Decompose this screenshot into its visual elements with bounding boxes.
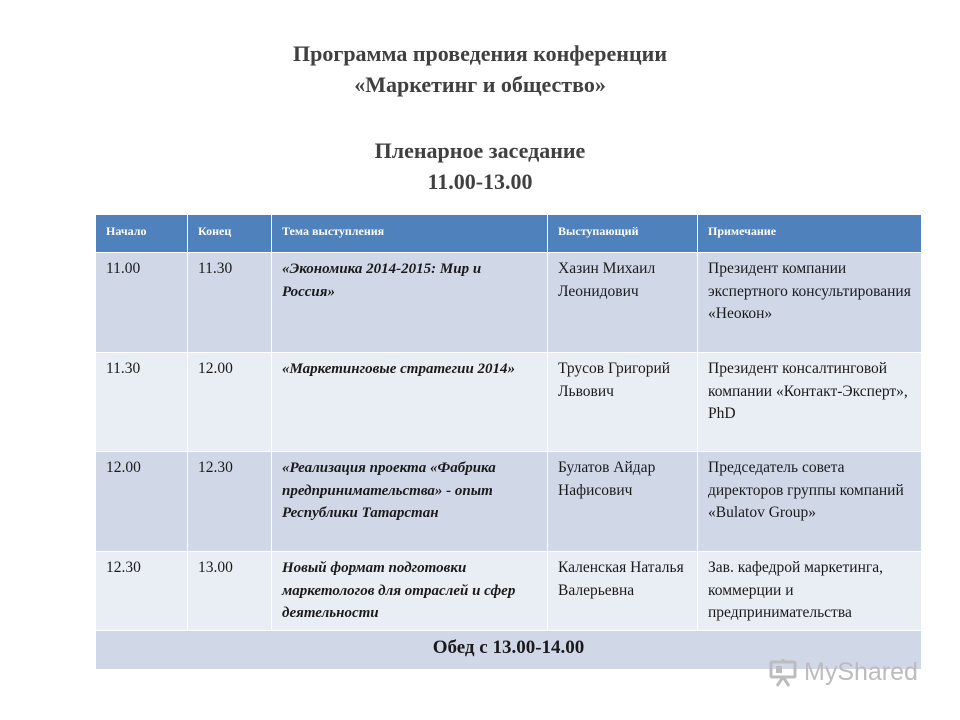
- cell-speaker: Хазин Михаил Леонидович: [548, 253, 698, 353]
- cell-speaker: Булатов Айдар Нафисович: [548, 452, 698, 552]
- cell-note: Председатель совета директоров группы компаний «Bulatov Group»: [698, 452, 922, 552]
- table-row: [96, 452, 922, 552]
- session-heading: [0, 135, 960, 197]
- cell-start: 12.30: [96, 552, 188, 631]
- cell-note: Президент компании экспертного консультирования «Неокон»: [698, 253, 922, 353]
- column-header-topic: Тема выступления: [272, 215, 548, 253]
- cell-speaker: Трусов Григорий Львович: [548, 353, 698, 452]
- cell-end: 12.00: [188, 353, 272, 452]
- cell-topic: «Экономика 2014-2015: Мир и Россия»: [272, 253, 548, 353]
- watermark-text: MyShared: [804, 658, 918, 686]
- cell-note: Президент консалтинговой компании «Контакт-Эксперт», PhD: [698, 353, 922, 452]
- table-row: [96, 552, 922, 631]
- page-title: [0, 38, 960, 100]
- session-time: 11.00-13.00: [427, 169, 533, 194]
- lunch-break: Обед с 13.00-14.00: [96, 630, 922, 669]
- cell-end: 13.00: [188, 552, 272, 631]
- cell-start: 11.00: [96, 253, 188, 353]
- table-row: [96, 253, 922, 353]
- watermark: [768, 658, 918, 687]
- session-name: Пленарное заседание: [374, 138, 586, 163]
- cell-topic: Новый формат подготовки маркетологов для отраслей и сфер деятельности: [272, 552, 548, 631]
- cell-end: 12.30: [188, 452, 272, 552]
- page-title-line2: «Маркетинг и общество»: [354, 72, 606, 97]
- column-header-speaker: Выступающий: [548, 215, 698, 253]
- cell-start: 11.30: [96, 353, 188, 452]
- presentation-board-icon: [768, 659, 798, 687]
- cell-start: 12.00: [96, 452, 188, 552]
- column-header-note: Примечание: [698, 215, 922, 253]
- program-table: [95, 214, 922, 670]
- table-row: [96, 353, 922, 452]
- cell-topic: «Маркетинговые стратегии 2014»: [272, 353, 548, 452]
- column-header-end: Конец: [188, 215, 272, 253]
- cell-end: 11.30: [188, 253, 272, 353]
- cell-note: Зав. кафедрой маркетинга, коммерции и предпринимательства: [698, 552, 922, 631]
- cell-speaker: Каленская Наталья Валерьевна: [548, 552, 698, 631]
- column-header-start: Начало: [96, 215, 188, 253]
- page-title-line1: Программа проведения конференции: [292, 41, 667, 66]
- cell-topic: «Реализация проекта «Фабрика предпринимательства» - опыт Республики Татарстан: [272, 452, 548, 552]
- table-header-row: [96, 215, 922, 253]
